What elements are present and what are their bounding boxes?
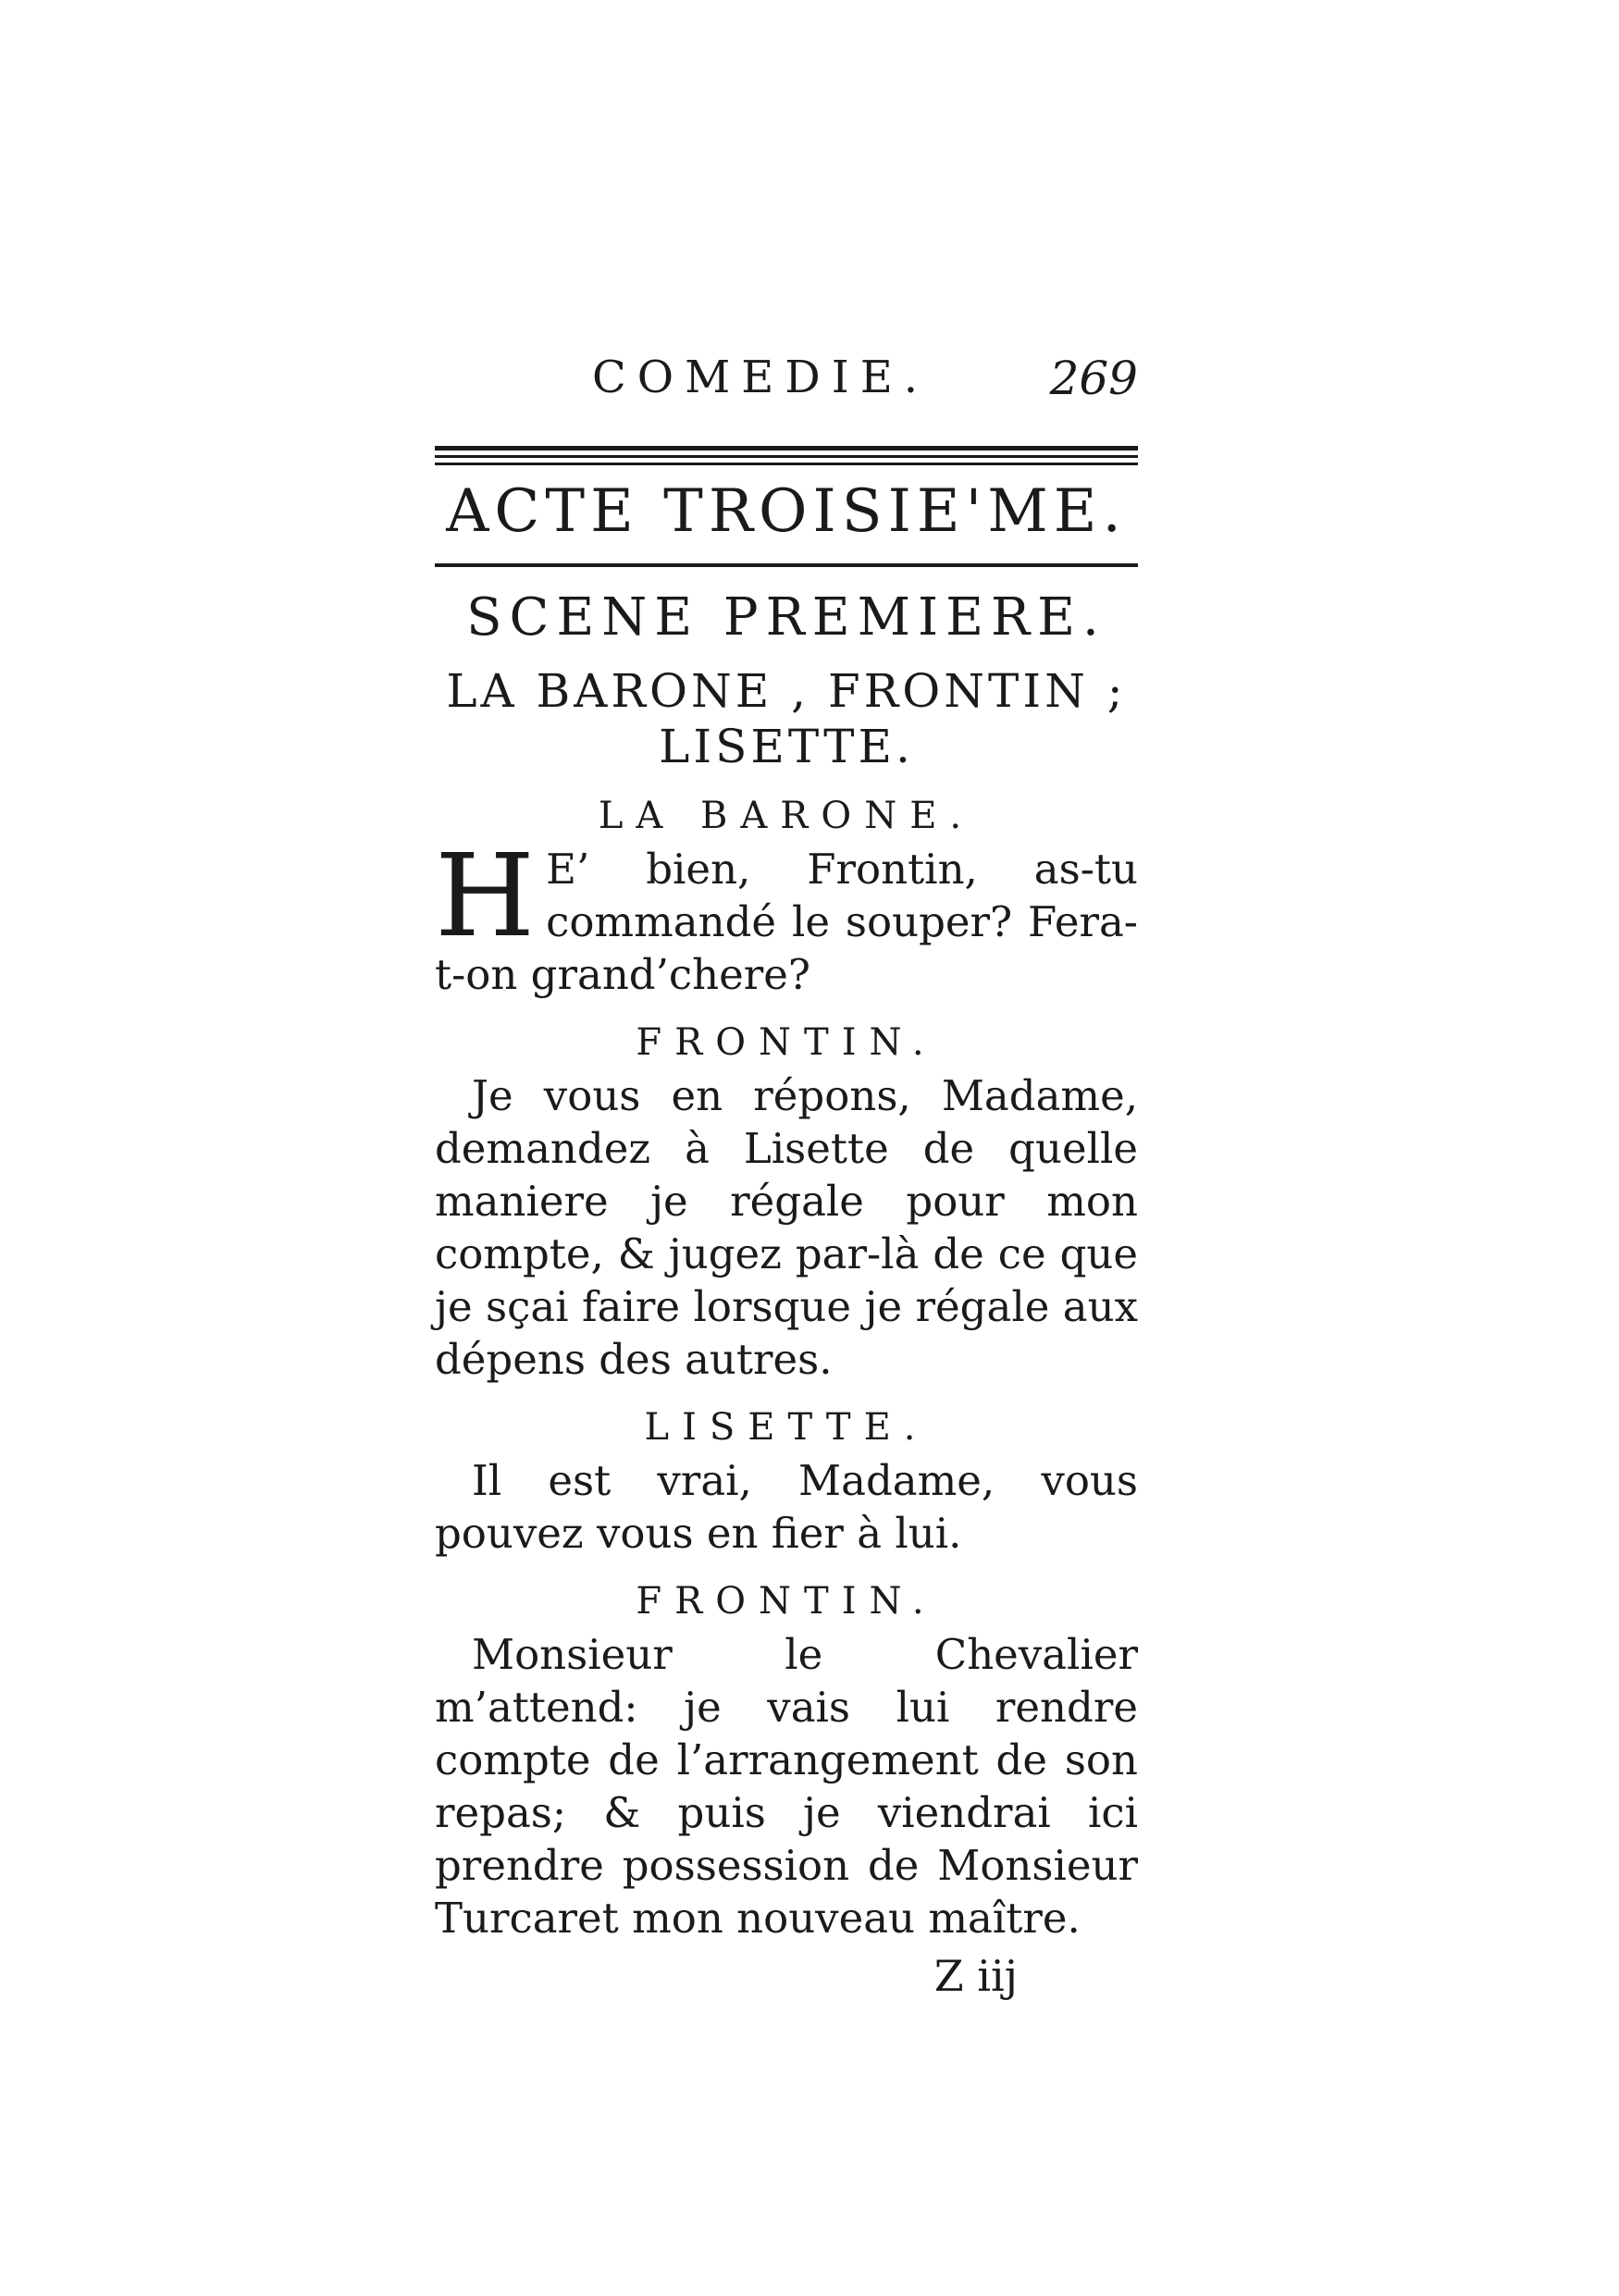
rule-divider xyxy=(435,455,1138,458)
speech-text xyxy=(435,830,1138,1001)
rule-divider xyxy=(435,446,1138,451)
speaker-name: LISETTE. xyxy=(644,1406,929,1449)
speaker-name: FRONTIN. xyxy=(636,1021,937,1064)
header-rules xyxy=(435,446,1138,465)
scene-title: SCENE PREMIERE. xyxy=(466,587,1106,648)
speech-text: Il est vrai, Madame, vous pouvez vous en fier à lui. xyxy=(435,1456,1138,1558)
page-number: 269 xyxy=(1049,352,1138,405)
speaker-name: FRONTIN. xyxy=(636,1580,937,1623)
character-list xyxy=(435,663,1138,774)
speech-body: E’ bien, Frontin, as-tu commandé le souper? Fera-t-on grand’chere? xyxy=(435,845,1138,999)
act-title: ACTE TROISIE'ME. xyxy=(446,477,1127,546)
character-line-2: LISETTE. xyxy=(659,720,914,773)
character-line-1: LA BARONE , FRONTIN ; xyxy=(446,664,1127,718)
speech-text: Je vous en répons, Madame, demandez à Lisette de quelle maniere je régale pour mon compte, & jugez par-là de ce que je sçai faire lorsque je régale aux dépens des autres. xyxy=(435,1071,1138,1384)
signature-mark: Z iij xyxy=(933,1951,1018,2001)
speaker-name: LA BARONE. xyxy=(598,795,975,837)
speech-text: Monsieur le Chevalier m’attend: je vais lui rendre compte de l’arrangement de son repas; & puis je viendrai ici prendre possession de Monsieur Turcaret mon nouveau maître. xyxy=(435,1630,1138,1943)
running-head xyxy=(435,352,1138,426)
running-title: COMEDIE. xyxy=(592,352,930,403)
act-rule xyxy=(435,563,1138,567)
drop-cap: H xyxy=(435,830,536,963)
rule-divider xyxy=(435,463,1138,465)
book-page xyxy=(435,352,1138,2004)
